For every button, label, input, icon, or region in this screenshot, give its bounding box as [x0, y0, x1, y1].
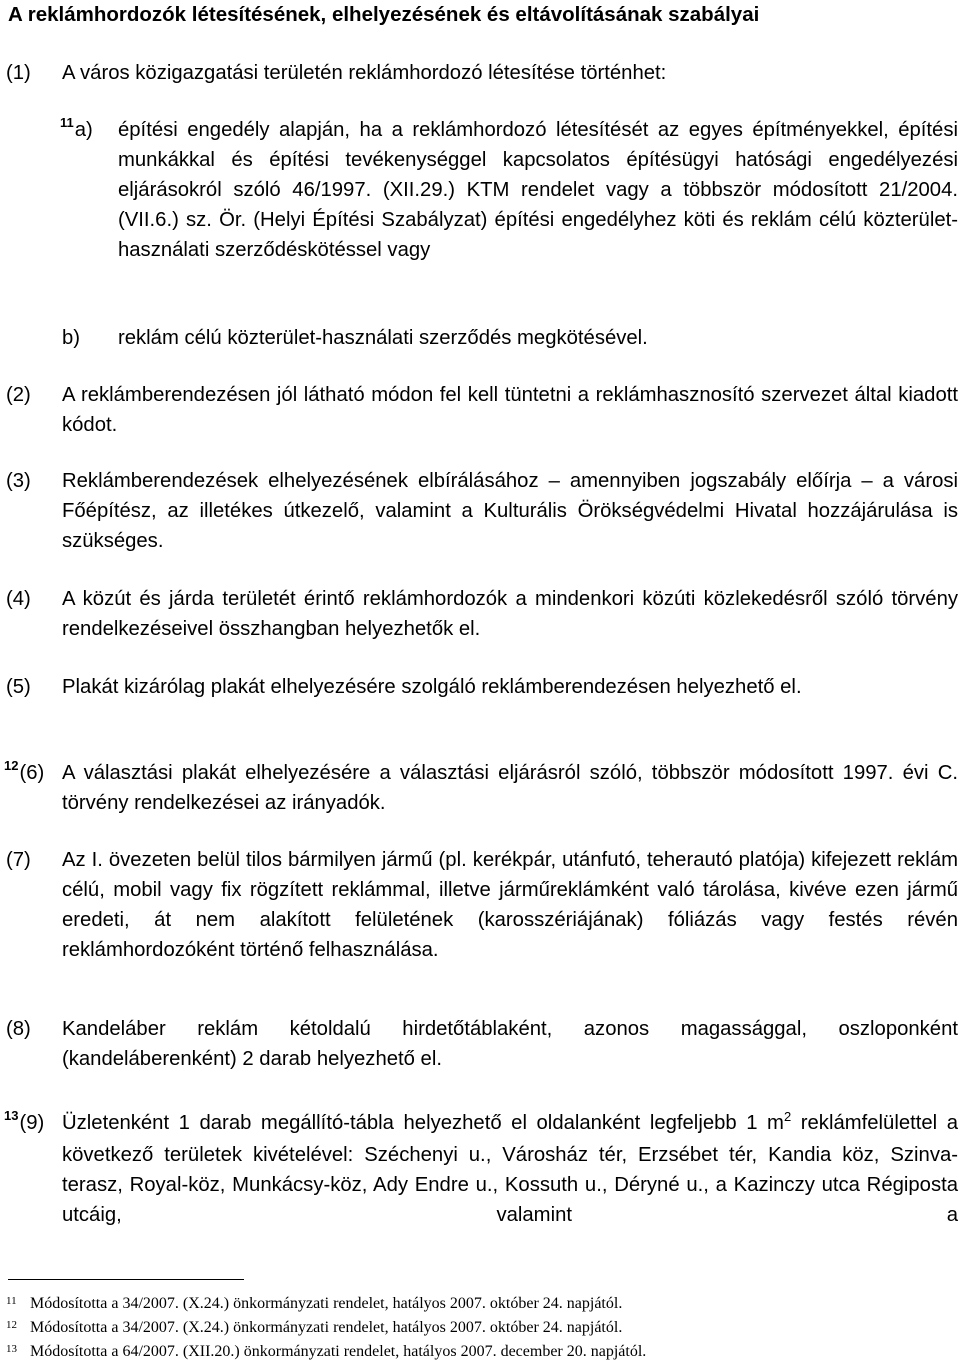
- paragraph-text: Üzletenként 1 darab megállító-tábla helyezhető el oldalanként legfeljebb 1 $m^2$ reklámfelülettel a következő területek kivételével: Széchenyi u., Városház tér, Erzsébet tér, Kandia köz, Szinva-terasz, Royal-köz, Munkácsy-köz, Ady Endre u., Kossuth u., Déryné u., a Kazinczy utca Régiposta utcáig, valamint a: [62, 1109, 958, 1226]
- footnote-text: Módosította a 64/2007. (XII.20.) önkormányzati rendelet, hatályos 2007. december 20. napjától.: [30, 1343, 647, 1360]
- paragraph-number: (2): [6, 384, 31, 406]
- paragraph-number: (1): [6, 62, 31, 84]
- paragraph-number: (8): [6, 1018, 31, 1040]
- footnote-separator: [8, 1279, 244, 1280]
- paragraph-number: $^{13}$(9): [4, 1108, 45, 1134]
- subitem-letter: a): [74, 119, 93, 141]
- page-title: A reklámhordozók létesítésének, elhelyezésének és eltávolításának szabályai: [8, 3, 760, 26]
- paragraph-8: [0, 1014, 958, 1074]
- paragraph-7: [0, 845, 958, 965]
- subitem-a: [0, 115, 958, 265]
- footnote-ref: 12: [4, 758, 19, 773]
- paragraph-number: (5): [6, 676, 31, 698]
- paragraph-text: Az I. övezeten belül tilos bármilyen jármű (pl. kerékpár, utánfutó, teherautó platója) kifejezett reklám célú, mobil vagy fix rögzített reklámmal, illetve járműreklámként való tárolása, kivéve ezen jármű eredeti, át nem alakított felületének (karosszériájának) fóliázás vagy festés révén reklámhordozóként történő felhasználása.: [62, 849, 958, 961]
- paragraph-text: Reklámberendezések elhelyezésének elbírálásához – amennyiben jogszabály előírja – a városi Főépítész, az illetékes útkezelő, valamint a Kulturális Örökségvédelmi Hivatal hozzájárulása is szükséges.: [62, 470, 958, 552]
- subitem-text: építési engedély alapján, ha a reklámhordozó létesítését az egyes építményekkel, építési munkákkal és építési tevékenységgel kapcsolatos építésügyi hatósági engedélyezési eljárásokról szóló 46/1997. (XII.29.) KTM rendelet vagy a többször módosított 21/2004. (VII.6.) sz. Ör. (Helyi Építési Szabályzat) építési engedélyhez köti és reklám célú közterület-használati szerződéskötéssel vagy: [118, 119, 958, 261]
- paragraph-text: A közút és járda területét érintő reklámhordozók a mindenkori közúti közlekedésről szóló törvény rendelkezéseivel összhangban helyezhetők el.: [62, 588, 958, 640]
- paragraph-4: [0, 584, 958, 644]
- footnote-number: 11: [6, 1295, 17, 1307]
- subitem-label: [60, 115, 93, 147]
- paragraph-2: [0, 380, 958, 440]
- paragraph-number: (4): [6, 588, 31, 610]
- subitem-b: [0, 323, 958, 353]
- paragraph-number: (7): [6, 849, 31, 871]
- paragraph-5: [0, 672, 958, 702]
- paragraph-1: [0, 58, 958, 88]
- paragraph-text: A reklámberendezésen jól látható módon fel kell tüntetni a reklámhasznosító szervezet által kiadott kódot.: [62, 384, 958, 436]
- footnote-number: 12: [6, 1319, 17, 1331]
- footnote-ref: 11: [60, 115, 74, 130]
- paragraph-text: Kandeláber reklám kétoldalú hirdetőtáblaként, azonos magassággal, oszloponként (kandeláberenként) 2 darab helyezhető el.: [62, 1018, 958, 1070]
- paragraph-9: [0, 1108, 958, 1230]
- footnote-ref: 13: [4, 1108, 19, 1123]
- paragraph-number: $^{12}$(6): [4, 758, 45, 784]
- footnote-number: 13: [6, 1343, 17, 1355]
- paragraph-6: [0, 758, 958, 818]
- paragraph-text: A város közigazgatási területén reklámhordozó létesítése történhet:: [62, 62, 667, 84]
- paragraph-text: A választási plakát elhelyezésére a választási eljárásról szóló, többször módosított 1997. évi C. törvény rendelkezései az irányadók.: [62, 762, 958, 814]
- subitem-text: reklám célú közterület-használati szerződés megkötésével.: [118, 327, 648, 349]
- paragraph-text: Plakát kizárólag plakát elhelyezésére szolgáló reklámberendezésen helyezhető el.: [62, 676, 802, 698]
- footnote-text: Módosította a 34/2007. (X.24.) önkormányzati rendelet, hatályos 2007. október 24. napjától.: [30, 1295, 623, 1312]
- footnote-text: Módosította a 34/2007. (X.24.) önkormányzati rendelet, hatályos 2007. október 24. napjától.: [30, 1319, 623, 1336]
- superscript: 2: [783, 1109, 792, 1124]
- subitem-letter: b): [62, 327, 81, 349]
- paragraph-number: (3): [6, 470, 31, 492]
- paragraph-3: [0, 466, 958, 556]
